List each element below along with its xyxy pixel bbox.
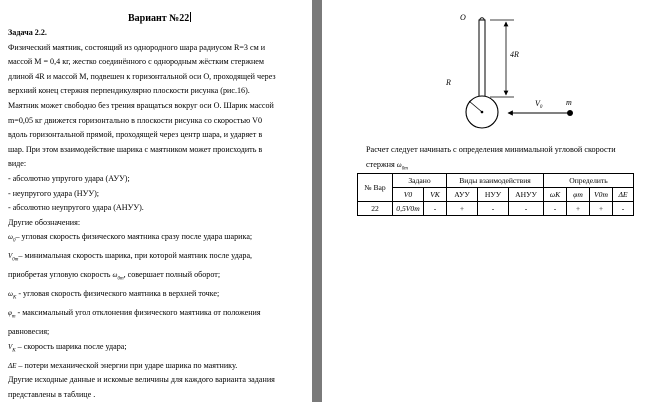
table-subheader-row [358, 188, 634, 202]
closing-line: Другие исходные данные и искомые величины для каждого варианта задания [8, 375, 275, 385]
notation-omegak: $\omega_K$ - угловая скорость физического маятника в верхней точке; [8, 289, 220, 301]
other-notation-heading: Другие обозначения: [8, 217, 81, 227]
label-O: O [460, 13, 466, 22]
subheader-omegak: ωK [544, 188, 567, 202]
cell-nuu: - [478, 202, 509, 216]
paragraph-line: Маятник может свободно без трения вращаться вокруг оси O. Шарик массой [8, 100, 274, 110]
cell-v0: 0,5V0m [393, 202, 424, 216]
header-variant: № Вар [358, 174, 393, 202]
paragraph-line: m=0,05 кг движется горизонтально в плоскости рисунка со скоростью V0 [8, 115, 263, 125]
label-4R: 4R [510, 50, 519, 59]
table-row [358, 202, 634, 216]
closing-line: представлены в таблице . [8, 390, 96, 399]
notation-phim-cont: равновесия; [8, 327, 50, 337]
task-heading: Задача 2.2. [8, 28, 47, 37]
task-text [8, 26, 308, 403]
subheader-vk: VK [424, 188, 447, 202]
subheader-v0: V0 [393, 188, 424, 202]
calc-line: Расчет следует начинать с определения минимальной угловой скорости [366, 145, 616, 154]
rod [479, 20, 485, 97]
label-V0: $V_0$ [535, 99, 543, 110]
label-m: m [566, 98, 572, 107]
header-interaction: Виды взаимодействия [447, 174, 544, 188]
header-given: Задано [393, 174, 447, 188]
impact-type-auu: - абсолютно упругого удара (АУУ); [8, 173, 130, 183]
label-R: R [446, 78, 451, 87]
subheader-anuu: АНУУ [509, 188, 544, 202]
paragraph-line: длиной 4R и массой M, подвешен к горизонтальной оси O, проходящей через [8, 71, 276, 81]
cell-v0m: + [590, 202, 613, 216]
notation-v0m-cont: приобретая угловую скорость $\omega_{0m}$, совершает полный оборот; [8, 270, 221, 282]
impact-type-nuu: - неупругого удара (НУУ); [8, 188, 100, 198]
cell-de: - [613, 202, 634, 216]
impact-type-anuu: - абсолютно неупругого удара (АНУУ). [8, 203, 144, 213]
subheader-nuu: НУУ [478, 188, 509, 202]
paragraph-line: верхний конец стержня перпендикулярно плоскости рисунка (рис.16). [8, 86, 250, 96]
table-header-row [358, 174, 634, 188]
subheader-phim: φm [567, 188, 590, 202]
paragraph-line: вдоль горизонтальной прямой, проходящей через центр шара, и ударяет в [8, 130, 263, 140]
paragraph-line: Физический маятник, состоящий из однородного шара радиусом R=3 см и [8, 42, 266, 52]
paragraph-line: шар. При этом взаимодействие шарика с маятником может происходить в [8, 144, 263, 154]
cell-variant: 22 [358, 202, 393, 216]
cell-phim: + [567, 202, 590, 216]
cell-vk: - [424, 202, 447, 216]
variant-title: Вариант №22 [128, 13, 190, 24]
variant-table [357, 173, 634, 216]
cell-anuu: - [509, 202, 544, 216]
task-paragraph [8, 41, 308, 172]
paragraph-line: массой M = 0,4 кг, жестко соединённого с однородным жёстким стержнем [8, 57, 265, 67]
header-find: Определить [544, 174, 634, 188]
notation-v0m: $V_{0m}-$ минимальная скорость шарика, при которой маятник после удара, [8, 251, 253, 263]
calc-note [366, 142, 656, 176]
subheader-v0m: V0m [590, 188, 613, 202]
cell-auu: + [447, 202, 478, 216]
subheader-auu: АУУ [447, 188, 478, 202]
cell-omegak: - [544, 202, 567, 216]
notation-de: ΔE – потери механической энергии при ударе шарика по маятнику. [8, 360, 238, 370]
calc-line: стержня $\omega_{0m}$ [366, 160, 408, 172]
sphere-center [481, 111, 484, 114]
notation-phim: $\varphi_m$ - максимальный угол отклонения физического маятника от положения [8, 308, 261, 320]
subheader-de: ΔE [613, 188, 634, 202]
notation-omega0: $\omega_0-$ угловая скорость физического маятника сразу после удара шарика; [8, 232, 253, 244]
small-ball [567, 110, 573, 116]
page-separator [312, 0, 322, 402]
pendulum-diagram [322, 0, 666, 140]
notation-vk: $V_K$ – скорость шарика после удара; [8, 341, 127, 354]
paragraph-line: виде: [8, 159, 27, 169]
text-cursor [190, 12, 191, 22]
